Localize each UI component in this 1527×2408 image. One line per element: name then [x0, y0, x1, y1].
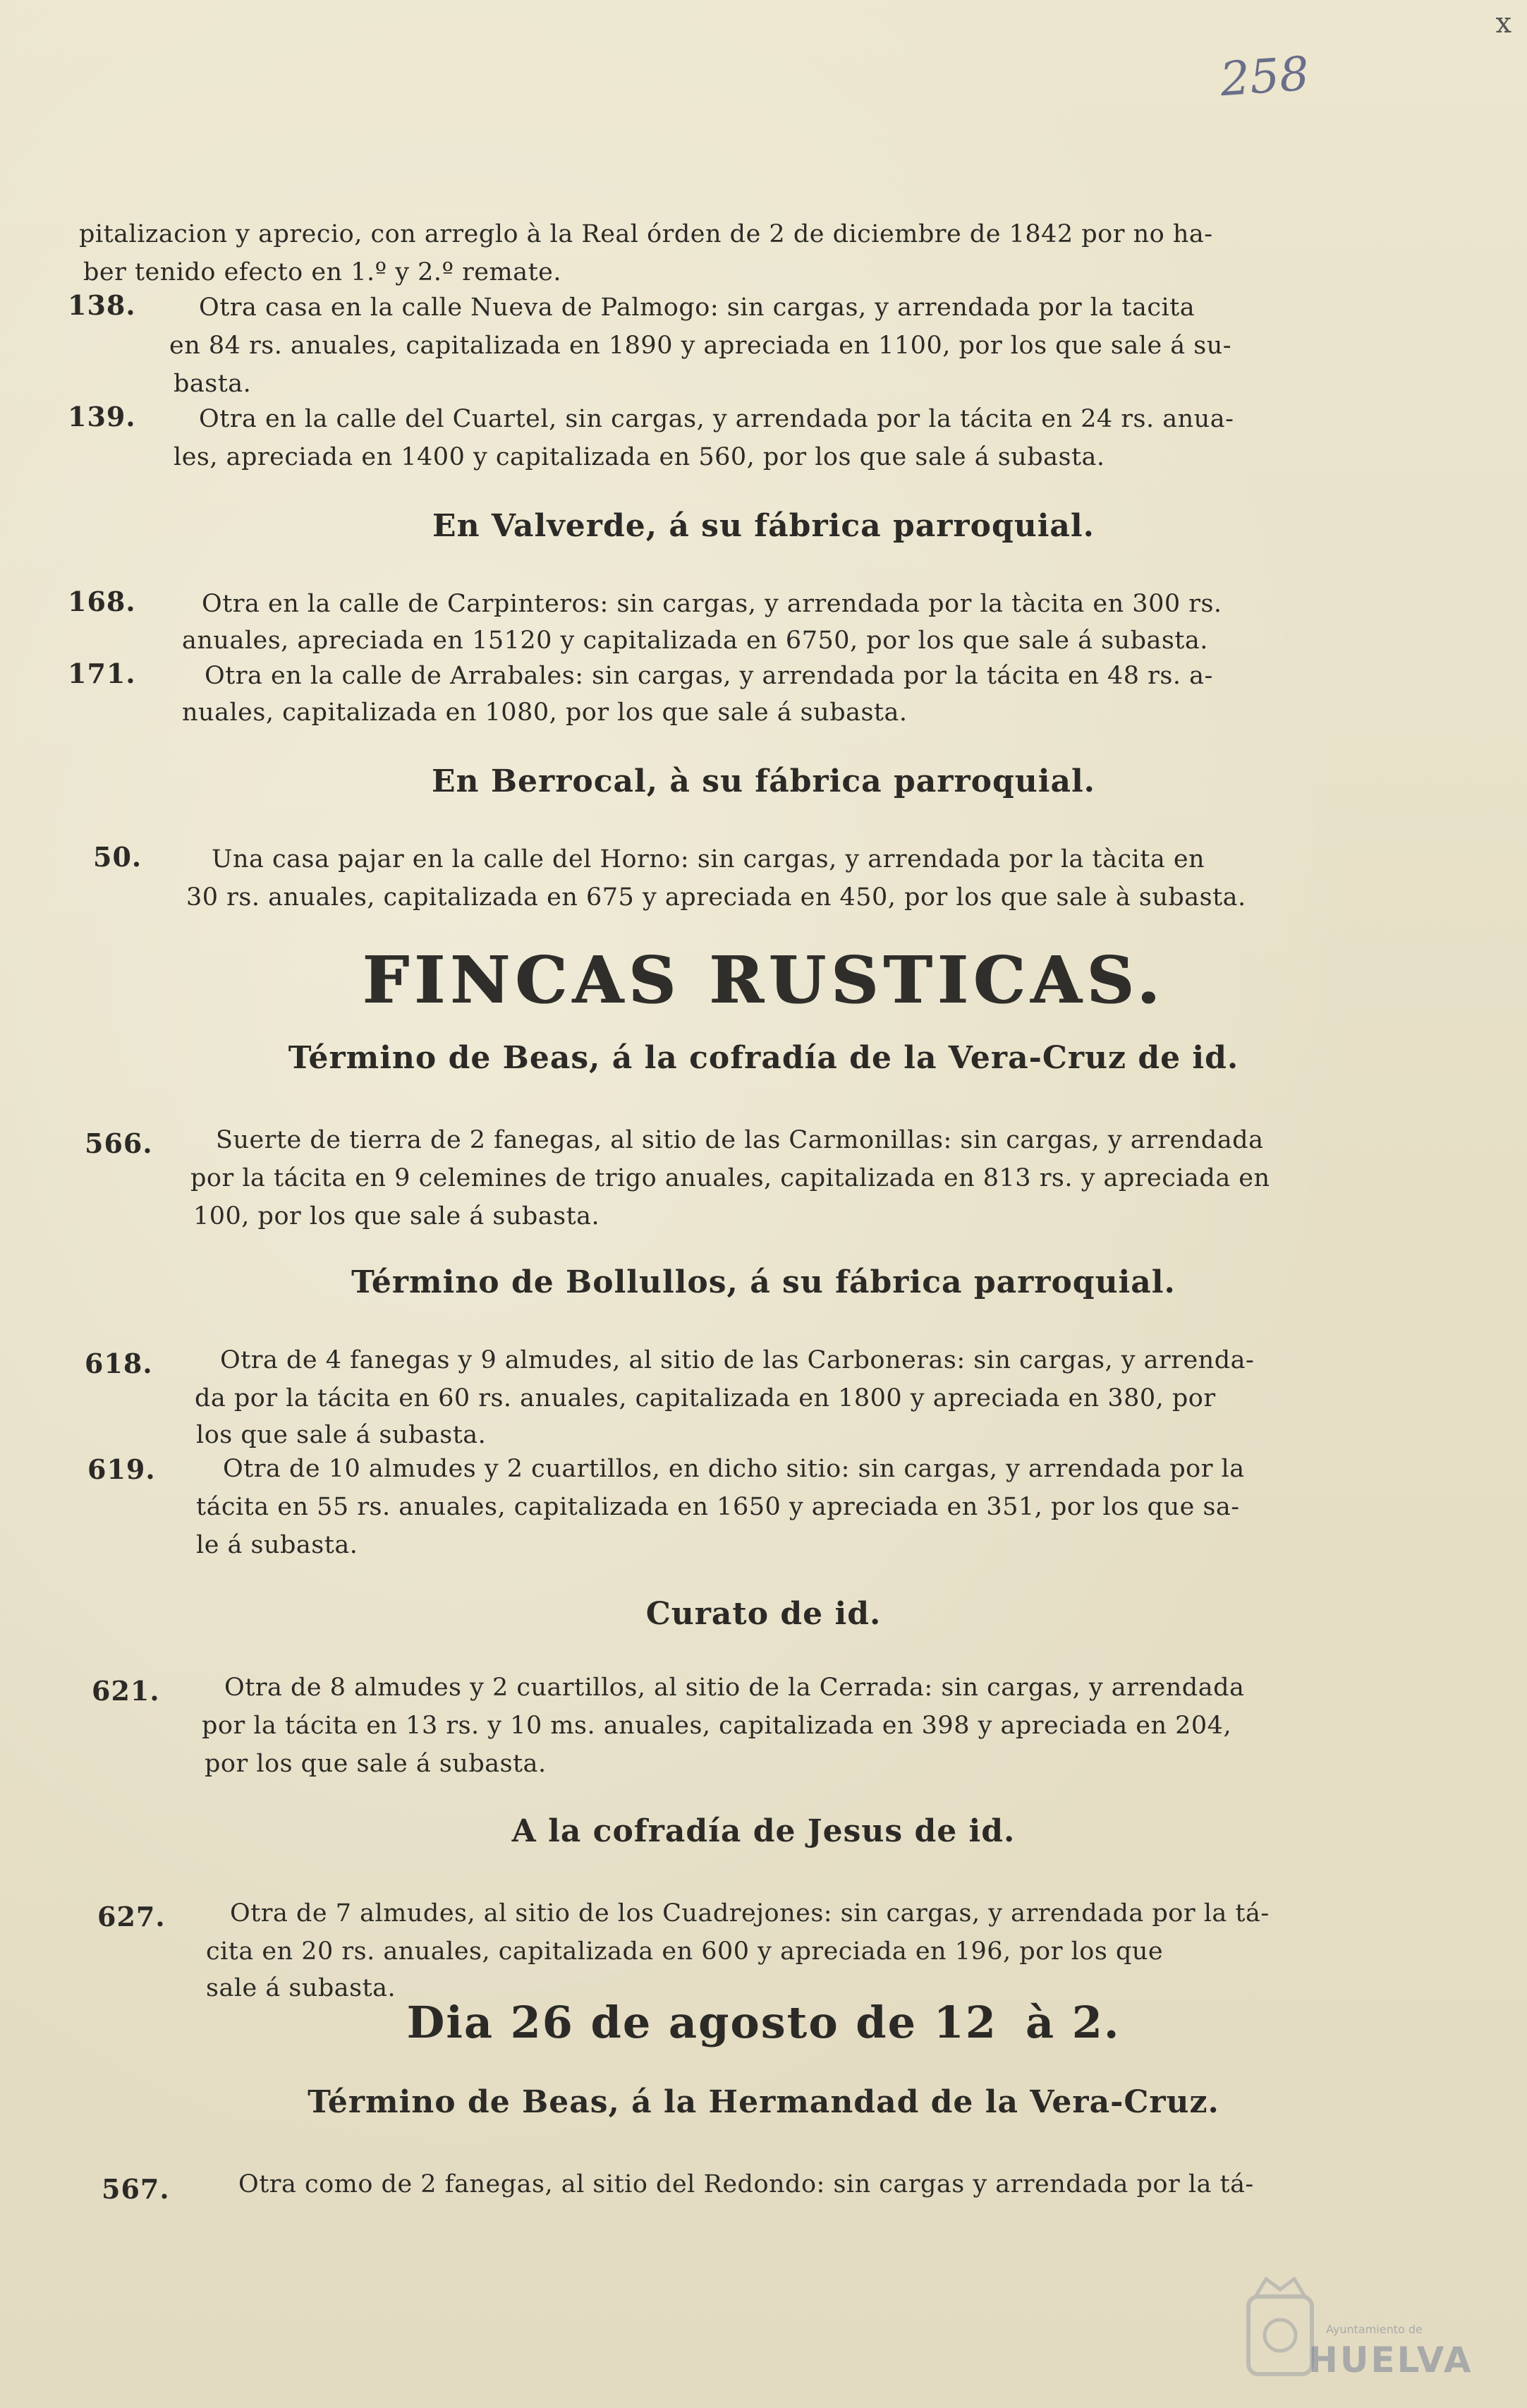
- intro-line-1: pitalizacion y aprecio, con arreglo à la Real órden de 2 de diciembre de 1842 por no ha-: [79, 220, 1213, 248]
- entry-line: nuales, capitalizada en 1080, por los que sale á subasta.: [182, 698, 908, 727]
- entry-line: por la tácita en 9 celemines de trigo anuales, capitalizada en 813 rs. y apreciada en: [190, 1164, 1270, 1192]
- entry-line: Suerte de tierra de 2 fanegas, al sitio de las Carmonillas: sin cargas, y arrendada: [216, 1126, 1264, 1154]
- section-heading: Término de Bollullos, á su fábrica parroquial.: [351, 1264, 1176, 1300]
- entry-line: Otra en la calle del Cuartel, sin cargas, y arrendada por la tácita en 24 rs. anua-: [199, 405, 1234, 433]
- entry-line: Otra como de 2 fanegas, al sitio del Redondo: sin cargas y arrendada por la tá-: [238, 2170, 1254, 2198]
- intro-line-2: ber tenido efecto en 1.º y 2.º remate.: [83, 258, 561, 286]
- entry-line: 100, por los que sale á subasta.: [193, 1202, 600, 1230]
- entry-line: les, apreciada en 1400 y capitalizada en 560, por los que sale á subasta.: [174, 443, 1105, 471]
- entry-line: Una casa pajar en la calle del Horno: sin cargas, y arrendada por la tàcita en: [212, 845, 1205, 873]
- entry-line: por los que sale á subasta.: [205, 1750, 547, 1778]
- entry-line: los que sale á subasta.: [196, 1421, 487, 1449]
- entry-number: 50.: [93, 841, 142, 873]
- entry-number: 566.: [85, 1127, 153, 1159]
- entry-number: 138.: [68, 289, 136, 321]
- folio-number: 258: [1218, 46, 1311, 107]
- entry-line: Otra casa en la calle Nueva de Palmogo: sin cargas, y arrendada por la tacita: [199, 294, 1196, 322]
- entry-number: 621.: [92, 1675, 160, 1707]
- entry-number: 567.: [102, 2173, 170, 2205]
- entry-line: anuales, apreciada en 15120 y capitalizada en 6750, por los que sale á subasta.: [182, 627, 1208, 655]
- entry-number: 168.: [68, 586, 136, 617]
- entry-line: Otra de 4 fanegas y 9 almudes, al sitio de las Carboneras: sin cargas, y arrenda-: [220, 1346, 1255, 1374]
- entry-number: 618.: [85, 1348, 153, 1379]
- entry-line: Otra en la calle de Arrabales: sin cargas, y arrendada por la tácita en 48 rs. a-: [205, 662, 1213, 690]
- watermark-org: Ayuntamiento de: [1326, 2323, 1423, 2336]
- entry-number: 171.: [68, 658, 136, 689]
- entry-line: en 84 rs. anuales, capitalizada en 1890 y apreciada en 1100, por los que sale á su-: [169, 332, 1232, 360]
- entry-line: 30 rs. anuales, capitalizada en 675 y apreciada en 450, por los que sale à subasta.: [186, 883, 1246, 912]
- entry-line: Otra en la calle de Carpinteros: sin cargas, y arrendada por la tàcita en 300 rs.: [202, 590, 1222, 618]
- watermark-city: HUELVA: [1308, 2340, 1473, 2380]
- day-heading: [0, 1997, 1527, 2048]
- entry-line: da por la tácita en 60 rs. anuales, capitalizada en 1800 y apreciada en 380, por: [195, 1384, 1216, 1412]
- day-heading-tail: à 2.: [1025, 1997, 1121, 2048]
- entry-line: Otra de 8 almudes y 2 cuartillos, al sitio de la Cerrada: sin cargas, y arrendada: [224, 1674, 1245, 1702]
- section-heading: Término de Beas, á la Hermandad de la Vera-Cruz.: [308, 2084, 1219, 2120]
- section-heading: Término de Beas, á la cofradía de la Vera-Cruz de id.: [288, 1040, 1239, 1076]
- entry-number: 627.: [97, 1901, 166, 1932]
- section-heading: En Valverde, á su fábrica parroquial.: [432, 508, 1095, 544]
- section-heading: A la cofradía de Jesus de id.: [511, 1813, 1016, 1849]
- entry-number: 139.: [68, 401, 136, 432]
- entry-line: por la tácita en 13 rs. y 10 ms. anuales, capitalizada en 398 y apreciada en 204,: [202, 1712, 1232, 1740]
- entry-number: 619.: [87, 1453, 156, 1485]
- entry-line: sale á subasta.: [206, 1974, 396, 2002]
- section-heading: Curato de id.: [645, 1596, 882, 1632]
- main-heading: FINCAS RUSTICAS.: [362, 942, 1165, 1018]
- entry-line: Otra de 7 almudes, al sitio de los Cuadrejones: sin cargas, y arrendada por la tá-: [230, 1899, 1270, 1928]
- entry-line: basta.: [174, 370, 252, 398]
- entry-line: le á subasta.: [196, 1531, 358, 1559]
- entry-line: tácita en 55 rs. anuales, capitalizada en 1650 y apreciada en 351, por los que sa-: [196, 1493, 1240, 1521]
- section-heading: En Berrocal, à su fábrica parroquial.: [431, 763, 1096, 799]
- entry-line: cita en 20 rs. anuales, capitalizada en 600 y apreciada en 196, por los que: [206, 1937, 1164, 1966]
- entry-line: Otra de 10 almudes y 2 cuartillos, en dicho sitio: sin cargas, y arrendada por la: [223, 1455, 1245, 1483]
- day-heading-main: Dia 26 de agosto de 12: [406, 1997, 997, 2048]
- corner-mark: x: [1495, 7, 1511, 40]
